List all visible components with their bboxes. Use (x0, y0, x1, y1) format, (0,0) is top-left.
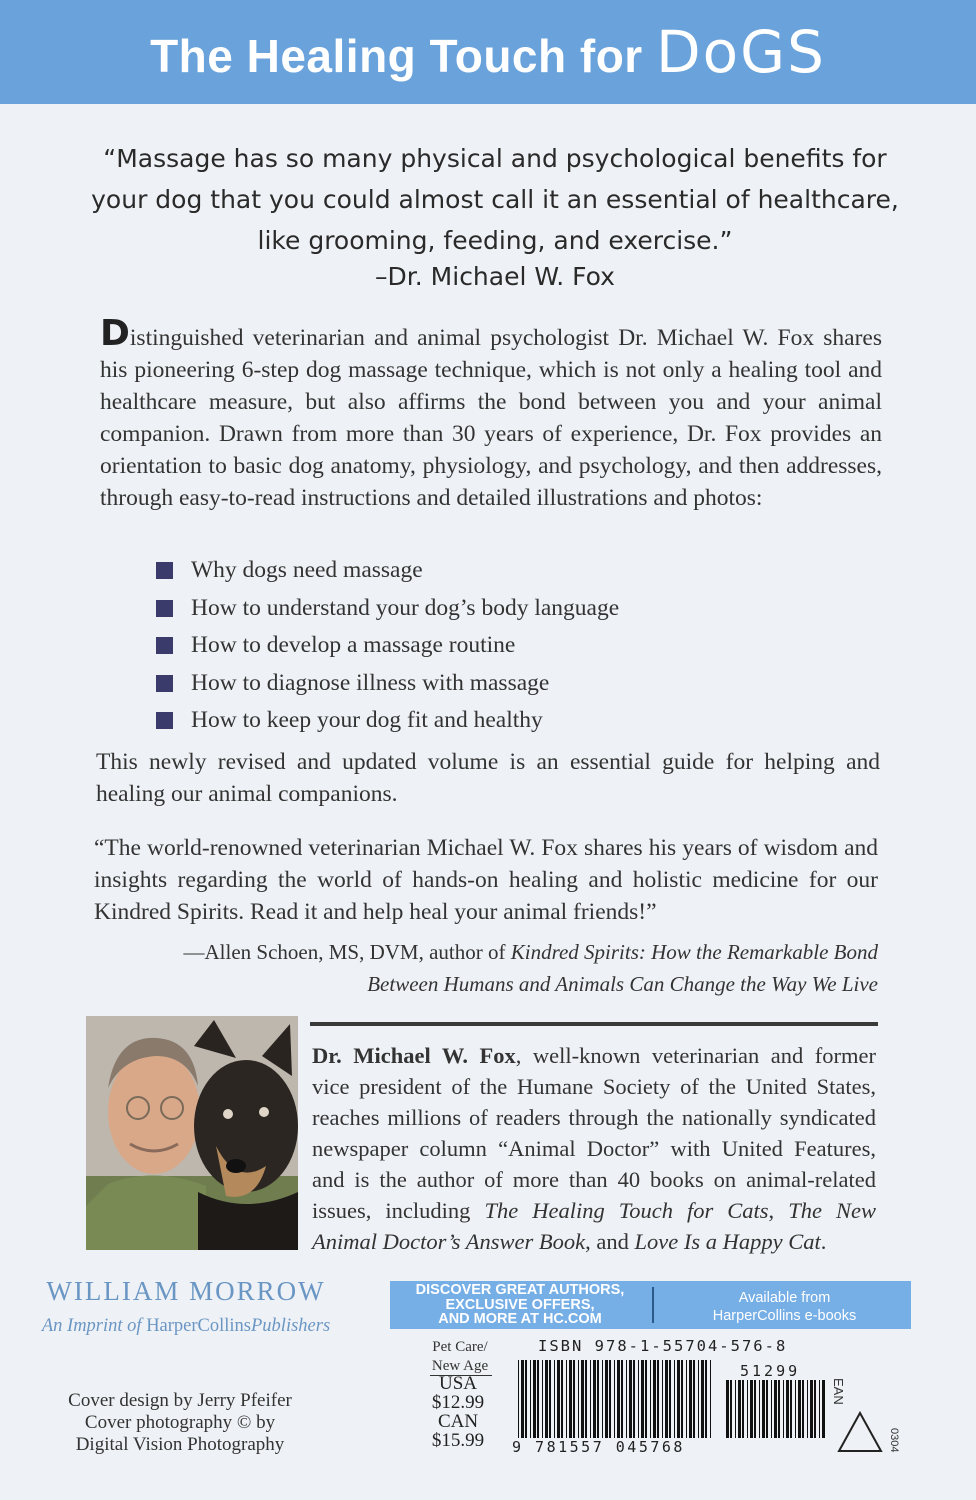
promo-divider (652, 1287, 654, 1323)
addon-digits: 51299 (740, 1362, 801, 1380)
promo-line: Available from (738, 1290, 831, 1306)
imprint-publishers: Publishers (251, 1316, 331, 1336)
description-text: istinguished veterinarian and animal psychologist Dr. Michael W. Fox shares his pioneering 6-step dog massage technique, which is not only a healing tool and healthcare measure, but also affirms the bond between you and your animal companion. Drawn from more than 30 years of experience, Dr. Fox provides an orientation to basic dog anatomy, physiology, and psychology, and then addresses, through easy-to-read instructions and detailed illustrations and photos: (100, 325, 882, 511)
section-divider (310, 1022, 878, 1026)
author-photo (86, 1016, 298, 1250)
pull-quote-attribution: –Dr. Michael W. Fox (375, 262, 615, 291)
imprint-harpercollins: HarperCollins (146, 1316, 251, 1336)
bio-separator: , and (585, 1229, 635, 1254)
cover-credits (40, 1390, 320, 1456)
ean-barcode (518, 1360, 714, 1438)
price-block (422, 1374, 494, 1450)
feature-list (156, 552, 756, 740)
description-paragraph (100, 313, 882, 514)
publisher-name: WILLIAM MORROW (46, 1276, 326, 1306)
square-bullet-icon (156, 712, 173, 729)
bio-book-title: The Healing Touch for Cats (484, 1198, 769, 1223)
endorser-name: —Allen Schoen, MS, DVM, author of (183, 940, 511, 964)
endorsement-attribution (180, 936, 878, 1000)
can-price: $15.99 (431, 1430, 485, 1451)
bio-book-title: Love Is a Happy Cat (634, 1229, 821, 1254)
bio-separator: , (768, 1198, 789, 1223)
bio-book-title: The New Animal Doctor’s Answer Book (312, 1198, 877, 1254)
list-item (156, 702, 756, 740)
pull-quote: “Massage has so many physical and psychological benefits for your dog that you could almost call it an essential of healthcare, like grooming, feeding, and exercise.” (91, 144, 899, 255)
promo-line: DISCOVER GREAT AUTHORS, (415, 1282, 625, 1298)
usa-price: $12.99 (431, 1392, 485, 1413)
usa-label: USA (438, 1373, 477, 1394)
can-label: CAN (437, 1411, 479, 1432)
square-bullet-icon (156, 562, 173, 579)
print-code: 0304 (888, 1428, 900, 1453)
list-item (156, 590, 756, 628)
imprint-prefix: An Imprint of (41, 1316, 147, 1336)
promo-line: EXCLUSIVE OFFERS, (445, 1296, 595, 1313)
promo-line: AND MORE AT HC.COM (438, 1311, 602, 1327)
credit-line: Cover design by Jerry Pfeifer (68, 1390, 292, 1411)
list-item-text: Why dogs need massage (191, 557, 423, 583)
promo-banner (390, 1281, 911, 1329)
bio-end: . (820, 1229, 827, 1254)
square-bullet-icon (156, 637, 173, 654)
publisher-imprint (30, 1316, 342, 1337)
book-title-main: The Healing Touch for (150, 30, 643, 82)
closing-paragraph: This newly revised and updated volume is an essential guide for helping and healing our animal companions. (96, 749, 880, 807)
category-line: New Age (431, 1358, 489, 1374)
list-item (156, 627, 756, 665)
endorsement-quote: “The world-renowned veterinarian Michael W. Fox shares his years of wisdom and insights regarding the world of hands-on healing and holistic medicine for our Kindred Spirits. Read it and help heal your animal friends!” (94, 835, 878, 925)
list-item (156, 552, 756, 590)
ean-label: EAN (831, 1378, 846, 1405)
square-bullet-icon (156, 675, 173, 692)
credit-line: Digital Vision Photography (75, 1434, 285, 1455)
ean-digits: 9 781557 045768 (512, 1438, 685, 1456)
endorser-book-title: Kindred Spirits: How the Remarkable Bond Between Humans and Animals Can Change the Way We Live (367, 940, 878, 996)
price-addon-barcode (726, 1380, 826, 1438)
triangle-icon (836, 1410, 884, 1454)
credit-line: Cover photography © by (84, 1412, 276, 1433)
book-title (0, 18, 976, 86)
category-line: Pet Care/ (432, 1339, 488, 1355)
square-bullet-icon (156, 600, 173, 617)
promo-ebooks (658, 1289, 911, 1325)
list-item-text: How to keep your dog fit and healthy (191, 707, 543, 733)
title-banner (0, 0, 976, 104)
list-item (156, 665, 756, 703)
book-category (424, 1338, 496, 1376)
promo-discover (390, 1283, 650, 1327)
promo-line: HarperCollins e-books (712, 1308, 857, 1324)
book-title-dogs: DoGS (656, 18, 826, 86)
bio-text: , well-known veterinarian and former vice president of the Humane Society of the United States, reaches millions of readers through the nationally syndicated newspaper column “Animal Doctor” with United Features, and is the author of more than 40 books on animal-related issues, including (312, 1043, 876, 1223)
isbn-number: ISBN 978-1-55704-576-8 (538, 1337, 788, 1355)
author-name: Dr. Michael W. Fox (312, 1043, 516, 1068)
list-item-text: How to diagnose illness with massage (191, 669, 550, 696)
list-item-text: How to develop a massage routine (191, 632, 516, 658)
author-bio (312, 1040, 876, 1257)
author-with-dog-image (86, 1016, 298, 1250)
drop-cap: D (100, 313, 130, 354)
list-item-text: How to understand your dog’s body language (191, 594, 620, 621)
